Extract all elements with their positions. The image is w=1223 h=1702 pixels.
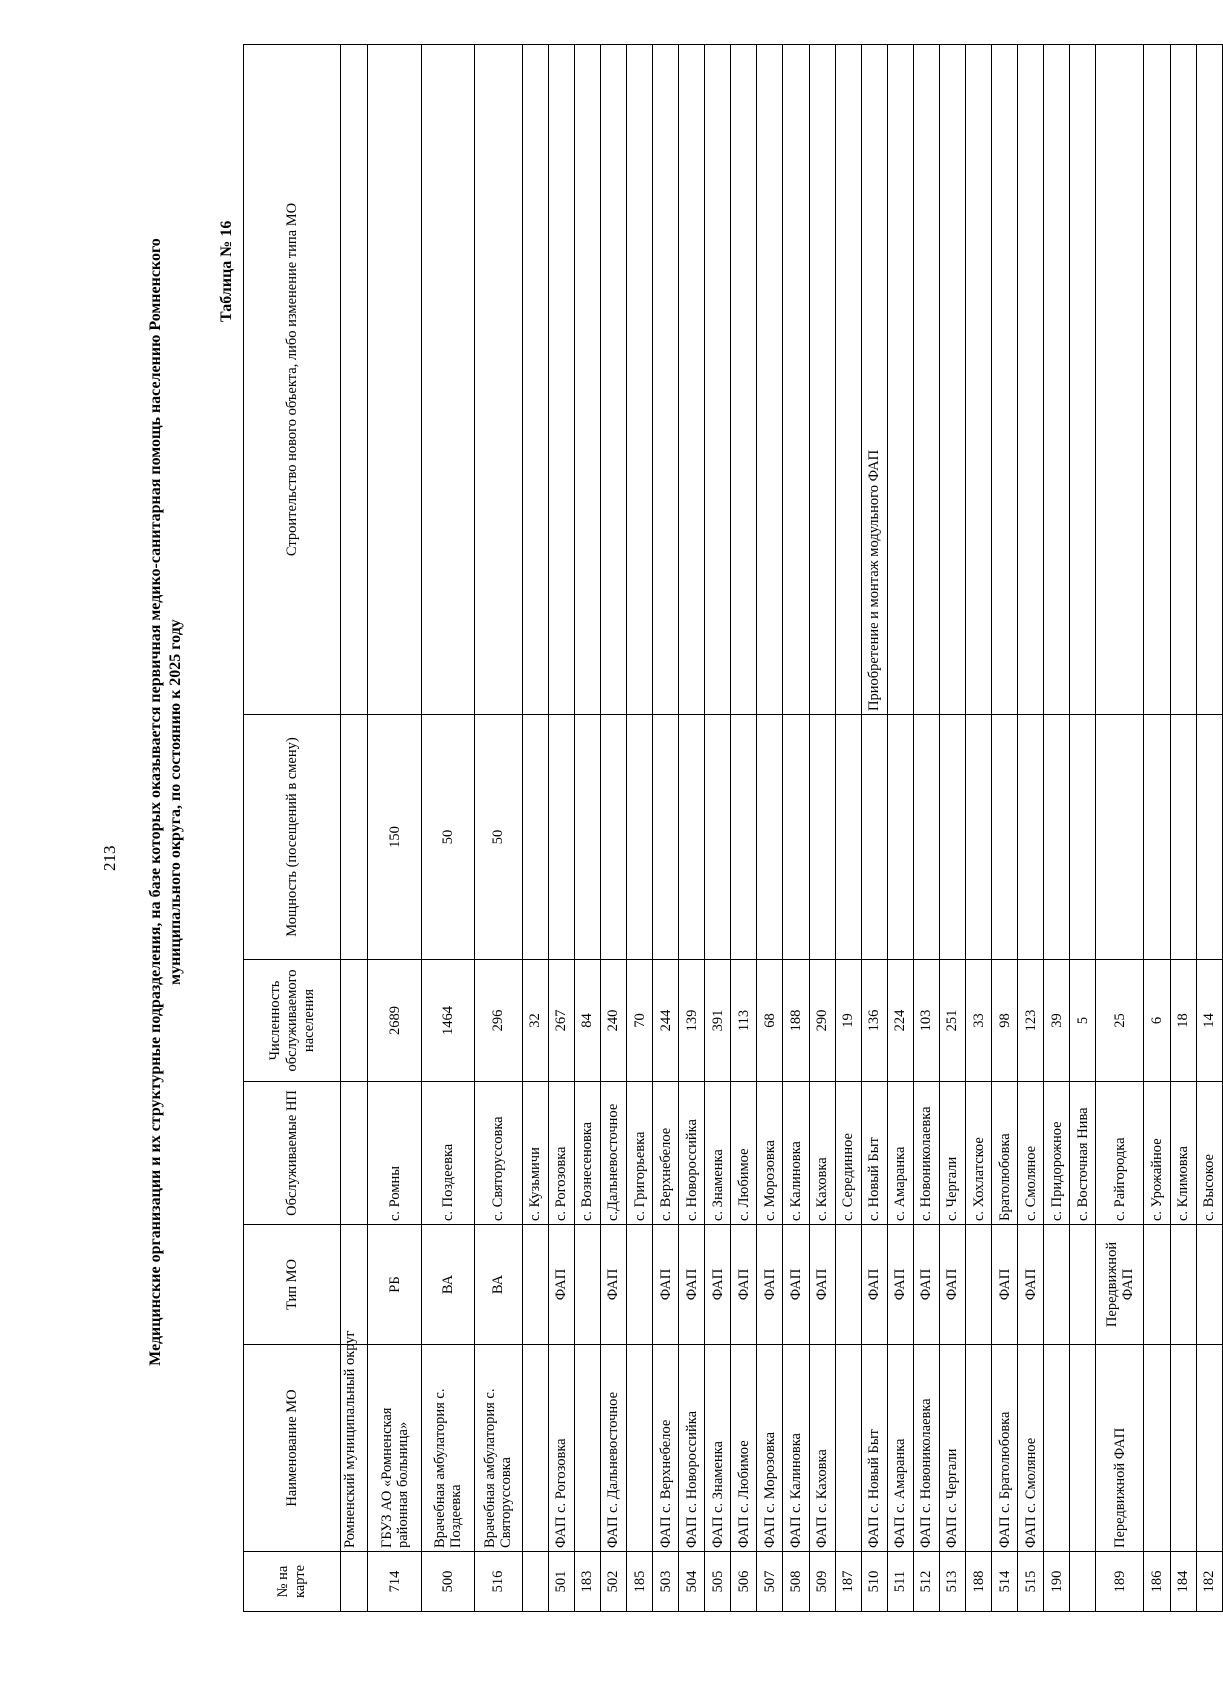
map-no-cell: 509 <box>809 1552 835 1612</box>
table-row <box>705 45 731 1612</box>
capacity-cell <box>809 715 835 960</box>
type-cell: ФАП <box>653 1225 679 1345</box>
map-no-cell: 501 <box>548 1552 574 1612</box>
table-row <box>1044 45 1070 1612</box>
map-no-cell: 502 <box>600 1552 626 1612</box>
capacity-cell <box>1196 715 1222 960</box>
name-cell: Врачебная амбулатория с. Поздеевка <box>422 1345 474 1552</box>
capacity-cell <box>679 715 705 960</box>
name-cell: Врачебная амбулатория с. Святоруссовка <box>474 1345 522 1552</box>
name-cell: ФАП с. Знаменка <box>705 1345 731 1552</box>
construction-cell <box>627 45 653 715</box>
capacity-cell <box>887 715 913 960</box>
type-cell: ФАП <box>705 1225 731 1345</box>
type-cell: ФАП <box>548 1225 574 1345</box>
table-row <box>574 45 600 1612</box>
map-no-cell: 188 <box>966 1552 992 1612</box>
settlement-cell: с. Урожайное <box>1144 1082 1170 1225</box>
title-line-2: муниципального округа, по состоянию к 2025 году <box>167 619 184 985</box>
name-cell: ФАП с. Калиновка <box>783 1345 809 1552</box>
type-cell: ВА <box>422 1225 474 1345</box>
settlement-cell: с. Амаранка <box>887 1082 913 1225</box>
name-cell <box>966 1345 992 1552</box>
name-cell: ФАП с. Братолюбовка <box>992 1345 1018 1552</box>
capacity-cell <box>627 715 653 960</box>
table-row <box>367 45 422 1612</box>
settlement-cell: с. Калиновка <box>783 1082 809 1225</box>
capacity-cell <box>1018 715 1044 960</box>
capacity-cell: 50 <box>474 715 522 960</box>
map-no-cell: 506 <box>731 1552 757 1612</box>
name-cell <box>522 1345 548 1552</box>
name-cell <box>1070 1345 1096 1552</box>
map-no-cell: 512 <box>913 1552 939 1612</box>
population-cell: 240 <box>600 960 626 1082</box>
capacity-cell <box>1096 715 1144 960</box>
construction-cell <box>367 45 422 715</box>
population-cell: 98 <box>992 960 1018 1082</box>
header-capacity: Мощность (посещений в смену) <box>244 715 341 960</box>
capacity-cell <box>939 715 965 960</box>
capacity-cell: 50 <box>422 715 474 960</box>
type-cell <box>1196 1225 1222 1345</box>
table-row <box>966 45 992 1612</box>
type-cell: РБ <box>367 1225 422 1345</box>
table-row <box>1144 45 1170 1612</box>
construction-cell <box>809 45 835 715</box>
construction-cell <box>600 45 626 715</box>
table-row <box>783 45 809 1612</box>
settlement-cell: с. Серединное <box>835 1082 861 1225</box>
page-number: 213 <box>100 845 119 871</box>
table-row <box>939 45 965 1612</box>
capacity-cell <box>861 715 887 960</box>
population-cell: 84 <box>574 960 600 1082</box>
name-cell: ФАП с. Новый Быт <box>861 1345 887 1552</box>
capacity-cell <box>705 715 731 960</box>
settlement-cell: с. Григорьевка <box>627 1082 653 1225</box>
name-cell <box>1144 1345 1170 1552</box>
header-type: Тип МО <box>244 1225 341 1345</box>
table-row <box>653 45 679 1612</box>
capacity-cell <box>548 715 574 960</box>
map-no-cell: 511 <box>887 1552 913 1612</box>
type-cell: ФАП <box>887 1225 913 1345</box>
name-cell: Передвижной ФАП <box>1096 1345 1144 1552</box>
map-no-cell: 184 <box>1170 1552 1196 1612</box>
construction-cell <box>1044 45 1070 715</box>
construction-cell: Приобретение и монтаж модульного ФАП <box>861 45 887 715</box>
capacity-cell <box>835 715 861 960</box>
capacity-cell <box>966 715 992 960</box>
settlement-cell: с. Новониколаевка <box>913 1082 939 1225</box>
settlement-cell: Братолюбовка <box>992 1082 1018 1225</box>
map-no-cell: 187 <box>835 1552 861 1612</box>
document-title <box>146 142 186 1462</box>
construction-cell <box>548 45 574 715</box>
name-cell <box>1170 1345 1196 1552</box>
map-no-cell: 500 <box>422 1552 474 1612</box>
type-cell: ФАП <box>809 1225 835 1345</box>
population-cell: 123 <box>1018 960 1044 1082</box>
table-row <box>422 45 474 1612</box>
construction-cell <box>913 45 939 715</box>
table-row <box>835 45 861 1612</box>
construction-cell <box>679 45 705 715</box>
map-no-cell: 714 <box>367 1552 422 1612</box>
table-row <box>600 45 626 1612</box>
settlement-cell: с. Смоляное <box>1018 1082 1044 1225</box>
table-row <box>1170 45 1196 1612</box>
type-cell <box>1144 1225 1170 1345</box>
name-cell <box>574 1345 600 1552</box>
map-no-cell: 189 <box>1096 1552 1144 1612</box>
population-cell: 5 <box>1070 960 1096 1082</box>
name-cell: ФАП с. Чергали <box>939 1345 965 1552</box>
map-no-cell: 510 <box>861 1552 887 1612</box>
capacity-cell <box>731 715 757 960</box>
map-no-cell: 515 <box>1018 1552 1044 1612</box>
settlement-cell: с. Восточная Нива <box>1070 1082 1096 1225</box>
type-cell: ФАП <box>600 1225 626 1345</box>
construction-cell <box>1144 45 1170 715</box>
settlement-cell: с. Рогозовка <box>548 1082 574 1225</box>
map-no-cell <box>1070 1552 1096 1612</box>
population-cell: 136 <box>861 960 887 1082</box>
settlement-cell: с. Каховка <box>809 1082 835 1225</box>
type-cell: ФАП <box>992 1225 1018 1345</box>
capacity-cell <box>1170 715 1196 960</box>
map-no-cell: 182 <box>1196 1552 1222 1612</box>
population-cell: 33 <box>966 960 992 1082</box>
table-body <box>244 45 1223 1612</box>
type-cell: ФАП <box>861 1225 887 1345</box>
capacity-cell <box>913 715 939 960</box>
construction-cell <box>1170 45 1196 715</box>
population-cell: 19 <box>835 960 861 1082</box>
settlement-cell: с. Ромны <box>367 1082 422 1225</box>
settlement-cell: с. Новый Быт <box>861 1082 887 1225</box>
settlement-cell: с. Райгородка <box>1096 1082 1144 1225</box>
construction-cell <box>574 45 600 715</box>
construction-cell <box>757 45 783 715</box>
header-map-no: № на карте <box>244 1552 341 1612</box>
type-cell <box>835 1225 861 1345</box>
capacity-cell <box>757 715 783 960</box>
facilities-table <box>243 44 1223 1612</box>
name-cell: ФАП с. Амаранка <box>887 1345 913 1552</box>
settlement-cell: с. Вознесеновка <box>574 1082 600 1225</box>
table-row <box>474 45 522 1612</box>
table-row <box>679 45 705 1612</box>
type-cell <box>522 1225 548 1345</box>
map-no-cell: 507 <box>757 1552 783 1612</box>
table-row <box>548 45 574 1612</box>
name-cell: ГБУЗ АО «Ромненская районная больница» <box>367 1345 422 1552</box>
construction-cell <box>1096 45 1144 715</box>
settlement-cell: с. Поздеевка <box>422 1082 474 1225</box>
construction-cell <box>522 45 548 715</box>
settlement-cell: с. Придорожное <box>1044 1082 1070 1225</box>
population-cell: 391 <box>705 960 731 1082</box>
population-cell: 188 <box>783 960 809 1082</box>
capacity-cell <box>522 715 548 960</box>
construction-cell <box>474 45 522 715</box>
settlement-cell: с. Верхнебелое <box>653 1082 679 1225</box>
population-cell: 296 <box>474 960 522 1082</box>
map-no-cell: 186 <box>1144 1552 1170 1612</box>
table-row <box>1096 45 1144 1612</box>
type-cell: ФАП <box>783 1225 809 1345</box>
name-cell: ФАП с. Каховка <box>809 1345 835 1552</box>
table-row <box>757 45 783 1612</box>
type-cell <box>627 1225 653 1345</box>
capacity-cell <box>783 715 809 960</box>
map-no-cell: 508 <box>783 1552 809 1612</box>
map-no-cell: 183 <box>574 1552 600 1612</box>
table-row <box>1018 45 1044 1612</box>
settlement-cell: с. Святоруссовка <box>474 1082 522 1225</box>
population-cell: 251 <box>939 960 965 1082</box>
capacity-cell: 150 <box>367 715 422 960</box>
population-cell: 39 <box>1044 960 1070 1082</box>
population-cell: 1464 <box>422 960 474 1082</box>
table-row <box>1196 45 1222 1612</box>
map-no-cell: 503 <box>653 1552 679 1612</box>
header-name: Наименование МО <box>244 1345 341 1552</box>
name-cell <box>1196 1345 1222 1552</box>
settlement-cell: с. Климовка <box>1170 1082 1196 1225</box>
settlement-cell: с. Кузьмичи <box>522 1082 548 1225</box>
construction-cell <box>1018 45 1044 715</box>
population-cell: 224 <box>887 960 913 1082</box>
construction-cell <box>783 45 809 715</box>
settlement-cell: с. Высокое <box>1196 1082 1222 1225</box>
map-no-cell <box>522 1552 548 1612</box>
population-cell: 2689 <box>367 960 422 1082</box>
header-population: Численность обслуживаемого населения <box>244 960 341 1082</box>
table-row <box>992 45 1018 1612</box>
type-cell <box>1044 1225 1070 1345</box>
map-no-cell: 190 <box>1044 1552 1070 1612</box>
type-cell: ФАП <box>1018 1225 1044 1345</box>
table-row <box>627 45 653 1612</box>
settlement-cell: с.Дальневосточное <box>600 1082 626 1225</box>
type-cell <box>574 1225 600 1345</box>
population-cell: 267 <box>548 960 574 1082</box>
population-cell: 113 <box>731 960 757 1082</box>
population-cell: 290 <box>809 960 835 1082</box>
name-cell: ФАП с. Смоляное <box>1018 1345 1044 1552</box>
construction-cell <box>731 45 757 715</box>
type-cell: ВА <box>474 1225 522 1345</box>
construction-cell <box>887 45 913 715</box>
population-cell: 6 <box>1144 960 1170 1082</box>
population-cell: 18 <box>1170 960 1196 1082</box>
settlement-cell: с. Чергали <box>939 1082 965 1225</box>
settlement-cell: с. Любимое <box>731 1082 757 1225</box>
type-cell <box>1170 1225 1196 1345</box>
population-cell: 14 <box>1196 960 1222 1082</box>
capacity-cell <box>1144 715 1170 960</box>
type-cell: ФАП <box>679 1225 705 1345</box>
name-cell: ФАП с. Рогозовка <box>548 1345 574 1552</box>
capacity-cell <box>992 715 1018 960</box>
table-row <box>522 45 548 1612</box>
population-cell: 103 <box>913 960 939 1082</box>
construction-cell <box>653 45 679 715</box>
type-cell: Передвижной ФАП <box>1096 1225 1144 1345</box>
name-cell: ФАП с. Новониколаевка <box>913 1345 939 1552</box>
capacity-cell <box>600 715 626 960</box>
map-no-cell: 504 <box>679 1552 705 1612</box>
settlement-cell: с. Хохлатское <box>966 1082 992 1225</box>
capacity-cell <box>574 715 600 960</box>
table-label: Таблица № 16 <box>218 220 235 322</box>
population-cell: 139 <box>679 960 705 1082</box>
header-row <box>244 45 341 1612</box>
population-cell: 32 <box>522 960 548 1082</box>
title-line-1: Медицинские организации и их структурные подразделения, на базе которых оказывается первичная медико-санитарная помощь населению Ромненского <box>147 238 164 1366</box>
construction-cell <box>966 45 992 715</box>
map-no-cell: 513 <box>939 1552 965 1612</box>
table-row <box>887 45 913 1612</box>
name-cell: ФАП с. Дальневосточное <box>600 1345 626 1552</box>
map-no-cell: 514 <box>992 1552 1018 1612</box>
name-cell <box>627 1345 653 1552</box>
table-row <box>1070 45 1096 1612</box>
population-cell: 25 <box>1096 960 1144 1082</box>
capacity-cell <box>653 715 679 960</box>
construction-cell <box>1196 45 1222 715</box>
settlement-cell: с. Новороссийка <box>679 1082 705 1225</box>
name-cell <box>1044 1345 1070 1552</box>
table-row <box>913 45 939 1612</box>
type-cell: ФАП <box>757 1225 783 1345</box>
map-no-cell: 505 <box>705 1552 731 1612</box>
capacity-cell <box>1044 715 1070 960</box>
settlement-cell: с. Морозовка <box>757 1082 783 1225</box>
map-no-cell: 185 <box>627 1552 653 1612</box>
table-row <box>861 45 887 1612</box>
table-row <box>809 45 835 1612</box>
header-settlements: Обслуживаемые НП <box>244 1082 341 1225</box>
name-cell <box>835 1345 861 1552</box>
population-cell: 68 <box>757 960 783 1082</box>
name-cell: ФАП с. Новороссийка <box>679 1345 705 1552</box>
construction-cell <box>1070 45 1096 715</box>
name-cell: ФАП с. Любимое <box>731 1345 757 1552</box>
settlement-cell: с. Знаменка <box>705 1082 731 1225</box>
type-cell: ФАП <box>939 1225 965 1345</box>
capacity-cell <box>1070 715 1096 960</box>
population-cell: 244 <box>653 960 679 1082</box>
map-no-cell: 516 <box>474 1552 522 1612</box>
table-row <box>731 45 757 1612</box>
district-name: Ромненский муниципальный округ <box>341 1345 367 1552</box>
construction-cell <box>705 45 731 715</box>
construction-cell <box>835 45 861 715</box>
construction-cell <box>939 45 965 715</box>
construction-cell <box>422 45 474 715</box>
name-cell: ФАП с. Морозовка <box>757 1345 783 1552</box>
construction-cell <box>992 45 1018 715</box>
type-cell <box>1070 1225 1096 1345</box>
header-construction: Строительство нового объекта, либо изменение типа МО <box>244 45 341 715</box>
type-cell: ФАП <box>913 1225 939 1345</box>
district-row <box>341 45 367 1612</box>
type-cell <box>966 1225 992 1345</box>
population-cell: 70 <box>627 960 653 1082</box>
type-cell: ФАП <box>731 1225 757 1345</box>
name-cell: ФАП с. Верхнебелое <box>653 1345 679 1552</box>
